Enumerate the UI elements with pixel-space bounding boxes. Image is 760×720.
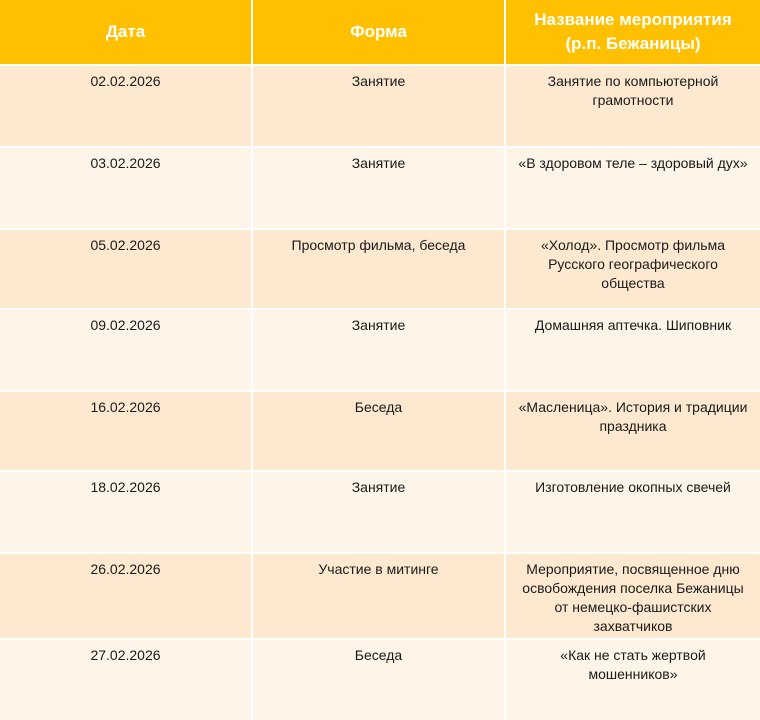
table-header [0,0,760,65]
cell-date: 26.02.2026 [0,553,252,639]
cell-title: «Масленица». История и традиции праздника [505,391,760,471]
cell-form: Беседа [252,639,505,720]
cell-date: 05.02.2026 [0,229,252,309]
header-date [0,0,252,65]
header-title-label-line2: (р.п. Бежаницы) [565,34,701,53]
cell-form: Занятие [252,471,505,553]
table-row [0,391,760,471]
table-body [0,65,760,720]
cell-title: «Холод». Просмотр фильма Русского географического общества [505,229,760,309]
cell-form: Участие в митинге [252,553,505,639]
cell-form: Занятие [252,65,505,147]
cell-title: Изготовление окопных свечей [505,471,760,553]
header-date-label: Дата [105,22,146,41]
cell-form: Беседа [252,391,505,471]
table-row [0,309,760,391]
header-title-label-line1: Название мероприятия [534,10,732,29]
table-row [0,553,760,639]
cell-title: «Как не стать жертвой мошенников» [505,639,760,720]
cell-form: Просмотр фильма, беседа [252,229,505,309]
table-row [0,65,760,147]
cell-date: 16.02.2026 [0,391,252,471]
header-row [0,0,760,65]
cell-date: 27.02.2026 [0,639,252,720]
header-form-label: Форма [350,22,407,41]
header-form [252,0,505,65]
cell-title: «В здоровом теле – здоровый дух» [505,147,760,229]
cell-date: 18.02.2026 [0,471,252,553]
table-row [0,471,760,553]
cell-date: 09.02.2026 [0,309,252,391]
table-row [0,639,760,720]
table-row [0,147,760,229]
cell-title: Мероприятие, посвященное дню освобождения поселка Бежаницы от немецко-фашистских захватчиков [505,553,760,639]
cell-form: Занятие [252,147,505,229]
cell-date: 02.02.2026 [0,65,252,147]
cell-title: Домашняя аптечка. Шиповник [505,309,760,391]
header-title [505,0,760,65]
cell-title: Занятие по компьютерной грамотности [505,65,760,147]
cell-form: Занятие [252,309,505,391]
table-row [0,229,760,309]
cell-date: 03.02.2026 [0,147,252,229]
